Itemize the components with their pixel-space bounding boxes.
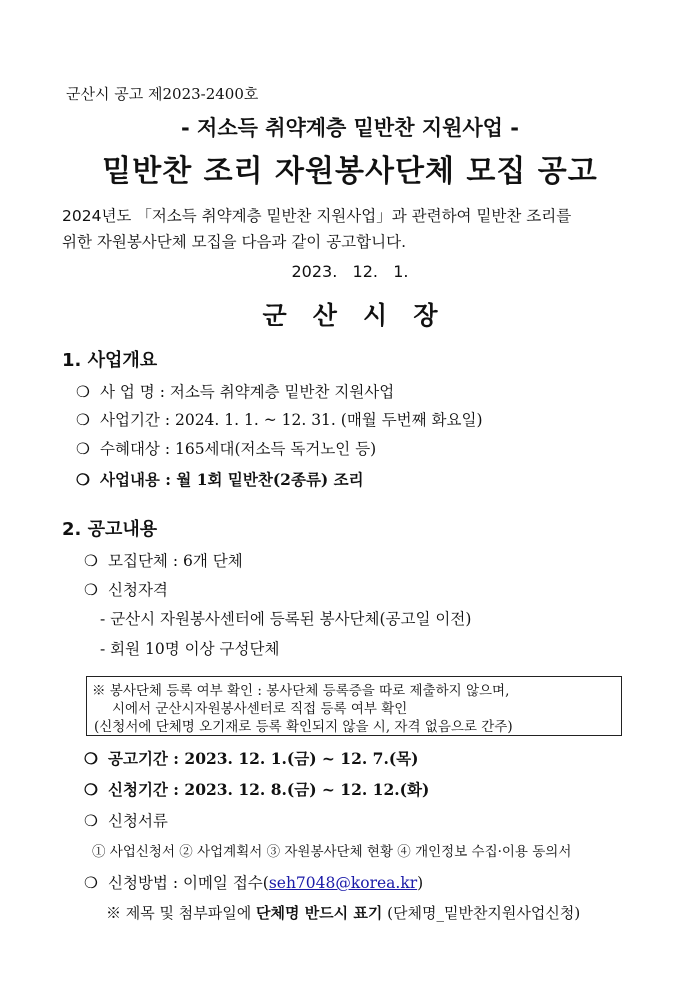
- recruit-count: [84, 549, 243, 571]
- qualification-heading: [84, 578, 168, 600]
- method-note-emphasis: 단체명 반드시 표기: [256, 904, 383, 922]
- application-period: [84, 778, 429, 800]
- recruit-text: 모집단체 : 6개 단체: [108, 552, 243, 570]
- qualification-item: - 회원 10명 이상 구성단체: [100, 640, 280, 658]
- method-note-prefix: ※ 제목 및 첨부파일에: [106, 904, 256, 922]
- email-link[interactable]: seh7048@korea.kr: [268, 874, 418, 892]
- method-note: [106, 902, 580, 923]
- note-line-1: ※ 봉사단체 등록 여부 확인 : 봉사단체 등록증을 따로 제출하지 않으며,: [92, 683, 510, 699]
- issuer-signature: 군 산 시 장: [262, 301, 438, 330]
- bullet-circle-icon: ❍: [76, 440, 90, 458]
- note-line-2: 시에서 군산시자원봉사센터로 직접 등록 여부 확인: [112, 701, 408, 717]
- bullet-circle-icon: ❍: [76, 383, 90, 401]
- documents-list: ① 사업신청서 ② 사업계획서 ③ 자원봉사단체 현황 ④ 개인정보 수집·이용 동의서: [92, 844, 572, 860]
- notice-date: 2023. 12. 1.: [291, 262, 409, 281]
- overview-item-content: [76, 468, 364, 490]
- bullet-circle-icon: ❍: [76, 411, 90, 429]
- documents-text: 신청서류: [108, 812, 168, 830]
- bullet-circle-icon: ❍: [76, 470, 90, 489]
- intro-line-1: 2024년도 「저소득 취약계층 밑반찬 지원사업」과 관련하여 밑반찬 조리를: [62, 207, 572, 225]
- application-method: [84, 871, 423, 893]
- method-close: ): [417, 874, 424, 892]
- overview-item-period: [76, 408, 483, 430]
- qualification-item: - 군산시 자원봉사센터에 등록된 봉사단체(공고일 이전): [100, 610, 472, 628]
- overview-item-beneficiary: [76, 437, 376, 459]
- bullet-circle-icon: ❍: [84, 780, 98, 799]
- notice-period: [84, 747, 419, 769]
- section-1-heading: 1. 사업개요: [62, 350, 158, 371]
- overview-text: 사업기간 : 2024. 1. 1. ~ 12. 31. (매월 두번째 화요일): [100, 411, 483, 429]
- method-note-suffix: (단체명_밑반찬지원사업신청): [382, 904, 581, 922]
- bullet-circle-icon: ❍: [84, 812, 98, 830]
- bullet-circle-icon: ❍: [84, 552, 98, 570]
- bullet-circle-icon: ❍: [84, 874, 98, 892]
- overview-text: 사 업 명 : 저소득 취약계층 밑반찬 지원사업: [100, 383, 395, 401]
- method-label: 신청방법 : 이메일 접수(: [108, 874, 269, 892]
- application-period-text: 신청기간 : 2023. 12. 8.(금) ~ 12. 12.(화): [108, 780, 430, 799]
- intro-line-2: 위한 자원봉사단체 모집을 다음과 같이 공고합니다.: [62, 233, 406, 251]
- qualification-text: 신청자격: [108, 581, 168, 599]
- page-title: 밑반찬 조리 자원봉사단체 모집 공고: [102, 154, 598, 189]
- bullet-circle-icon: ❍: [84, 581, 98, 599]
- bullet-circle-icon: ❍: [84, 749, 98, 768]
- page-subtitle: - 저소득 취약계층 밑반찬 지원사업 -: [181, 116, 519, 140]
- note-line-3: (신청서에 단체명 오기재로 등록 확인되지 않을 시, 자격 없음으로 간주): [94, 719, 513, 735]
- overview-text: 수혜대상 : 165세대(저소득 독거노인 등): [100, 440, 377, 458]
- overview-item-name: [76, 380, 394, 402]
- notice-number: 군산시 공고 제2023-2400호: [66, 85, 259, 103]
- notice-period-text: 공고기간 : 2023. 12. 1.(금) ~ 12. 7.(목): [108, 749, 419, 768]
- documents-heading: [84, 809, 168, 831]
- section-2-heading: 2. 공고내용: [62, 519, 158, 540]
- overview-text: 사업내용 : 월 1회 밑반찬(2종류) 조리: [100, 470, 364, 489]
